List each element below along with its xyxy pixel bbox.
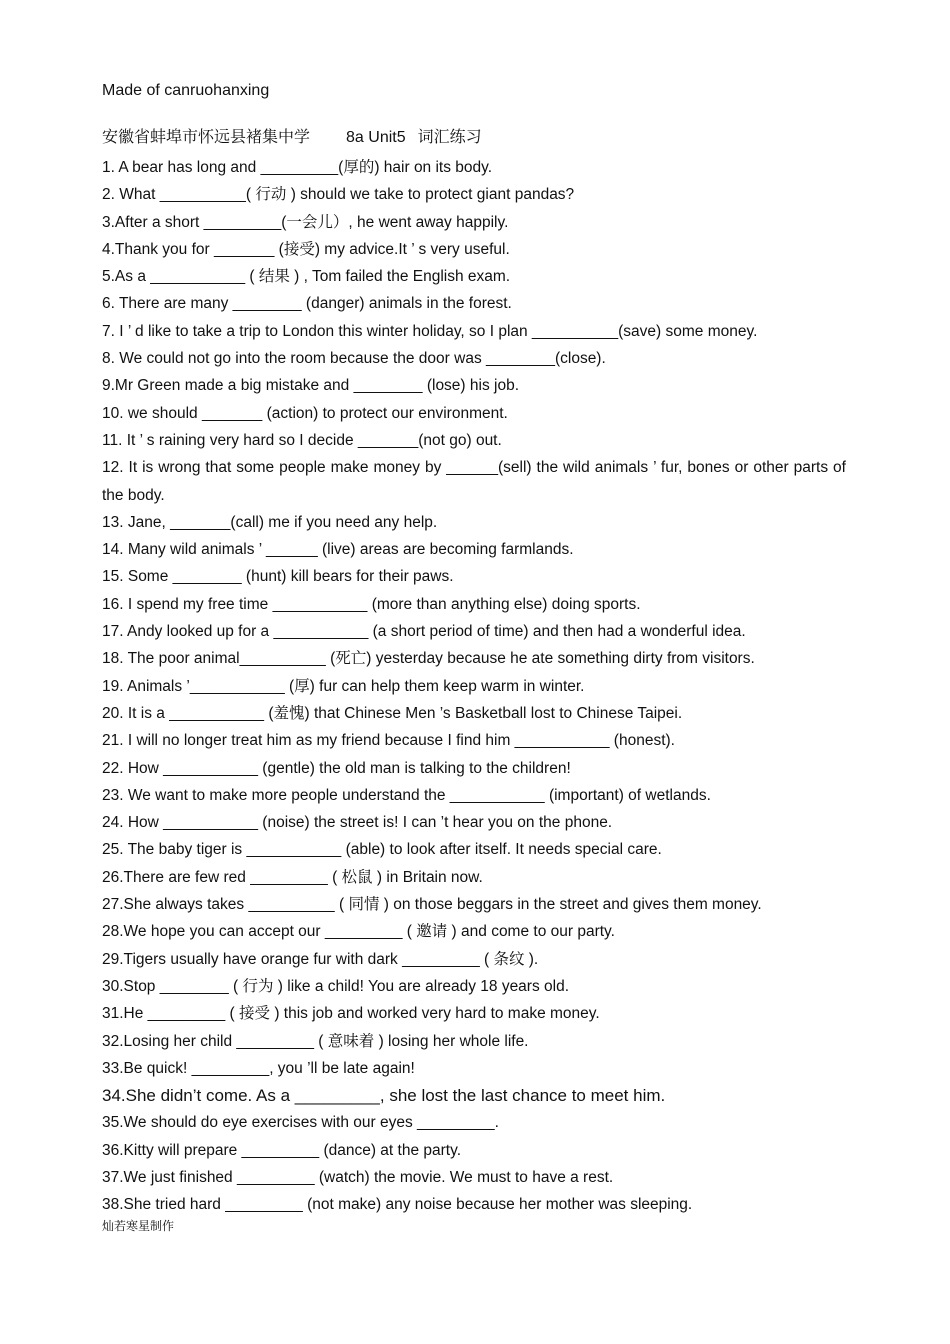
school-name: 安徽省蚌埠市怀远县褚集中学 <box>102 129 311 146</box>
exercise-item: 17. Andy looked up for a ___________ (a short period of time) and then had a wonderful idea. <box>102 623 746 641</box>
exercise-item: 22. How ___________ (gentle) the old man is talking to the children! <box>102 759 571 777</box>
exercise-item: 12. It is wrong that some people make money by ______(sell) the wild animals ’ fur, bones or other parts of the body. <box>102 459 846 504</box>
exercise-item: 34.She didn’t come. As a _________, she lost the last chance to meet him. <box>102 1086 666 1106</box>
exercise-item: 6. There are many ________ (danger) animals in the forest. <box>102 295 512 313</box>
exercise-item: 14. Many wild animals ’ ______ (live) areas are becoming farmlands. <box>102 541 574 559</box>
exercise-item: 5.As a ___________ ( 结果 ) , Tom failed the English exam. <box>102 268 511 286</box>
exercise-item: 16. I spend my free time ___________ (more than anything else) doing sports. <box>102 595 641 613</box>
exercise-item: 36.Kitty will prepare _________ (dance) at the party. <box>102 1141 462 1159</box>
exercise-item: 4.Thank you for _______ (接受) my advice.It ’ s very useful. <box>102 240 510 258</box>
exercise-item: 32.Losing her child _________ ( 意味着 ) losing her whole life. <box>102 1032 529 1050</box>
exercise-item: 3.After a short _________(一会儿）, he went away happily. <box>102 213 509 231</box>
unit-label: 8a Unit5 <box>346 129 406 146</box>
footer-credit: 灿若寒星制作 <box>102 1219 175 1233</box>
exercise-item: 20. It is a ___________ (羞愧) that Chinese Men ’s Basketball lost to Chinese Taipei. <box>102 704 683 722</box>
exercise-item: 23. We want to make more people understand the ___________ (important) of wetlands. <box>102 786 711 804</box>
exercise-item: 26.There are few red _________ ( 松鼠 ) in Britain now. <box>102 868 483 886</box>
exercise-item: 31.He _________ ( 接受 ) this job and worked very hard to make money. <box>102 1005 600 1023</box>
practice-label: 词汇练习 <box>417 129 482 146</box>
exercise-item: 29.Tigers usually have orange fur with dark _________ ( 条纹 ). <box>102 950 539 968</box>
exercise-item: 19. Animals ’___________ (厚) fur can help them keep warm in winter. <box>102 677 585 695</box>
exercise-item: 10. we should _______ (action) to protect our environment. <box>102 404 508 422</box>
exercise-item: 38.She tried hard _________ (not make) any noise because her mother was sleeping. <box>102 1196 693 1214</box>
made-of-line: Made of canruohanxing <box>102 82 270 99</box>
worksheet-header <box>102 124 482 147</box>
exercise-item: 33.Be quick! _________, you ’ll be late again! <box>102 1059 415 1077</box>
exercise-item: 18. The poor animal__________ (死亡) yesterday because he ate something dirty from visitors. <box>102 650 755 668</box>
exercise-item: 15. Some ________ (hunt) kill bears for their paws. <box>102 568 454 586</box>
exercise-list <box>102 154 846 1219</box>
exercise-item: 1. A bear has long and _________(厚的) hair on its body. <box>102 159 493 176</box>
exercise-item: 11. It ’ s raining very hard so I decide _______(not go) out. <box>102 431 502 449</box>
exercise-item: 2. What __________( 行动 ) should we take to protect giant pandas? <box>102 186 575 204</box>
exercise-item: 7. I ’ d like to take a trip to London this winter holiday, so I plan __________(save) some money. <box>102 322 758 340</box>
exercise-item: 8. We could not go into the room because the door was ________(close). <box>102 350 606 368</box>
exercise-item: 28.We hope you can accept our _________ ( 邀请 ) and come to our party. <box>102 923 615 941</box>
exercise-item: 25. The baby tiger is ___________ (able) to look after itself. It needs special care. <box>102 841 662 859</box>
exercise-item: 37.We just finished _________ (watch) the movie. We must to have a rest. <box>102 1168 614 1186</box>
exercise-item: 21. I will no longer treat him as my friend because I find him ___________ (honest). <box>102 732 675 750</box>
exercise-item: 9.Mr Green made a big mistake and ________ (lose) his job. <box>102 377 520 395</box>
exercise-item: 30.Stop ________ ( 行为 ) like a child! You are already 18 years old. <box>102 977 570 995</box>
exercise-item: 27.She always takes __________ ( 同情 ) on those beggars in the street and gives them money. <box>102 896 762 914</box>
exercise-item: 35.We should do eye exercises with our eyes _________. <box>102 1114 499 1132</box>
exercise-item: 13. Jane, _______(call) me if you need any help. <box>102 513 438 531</box>
exercise-item: 24. How ___________ (noise) the street is! I can ’t hear you on the phone. <box>102 814 613 832</box>
